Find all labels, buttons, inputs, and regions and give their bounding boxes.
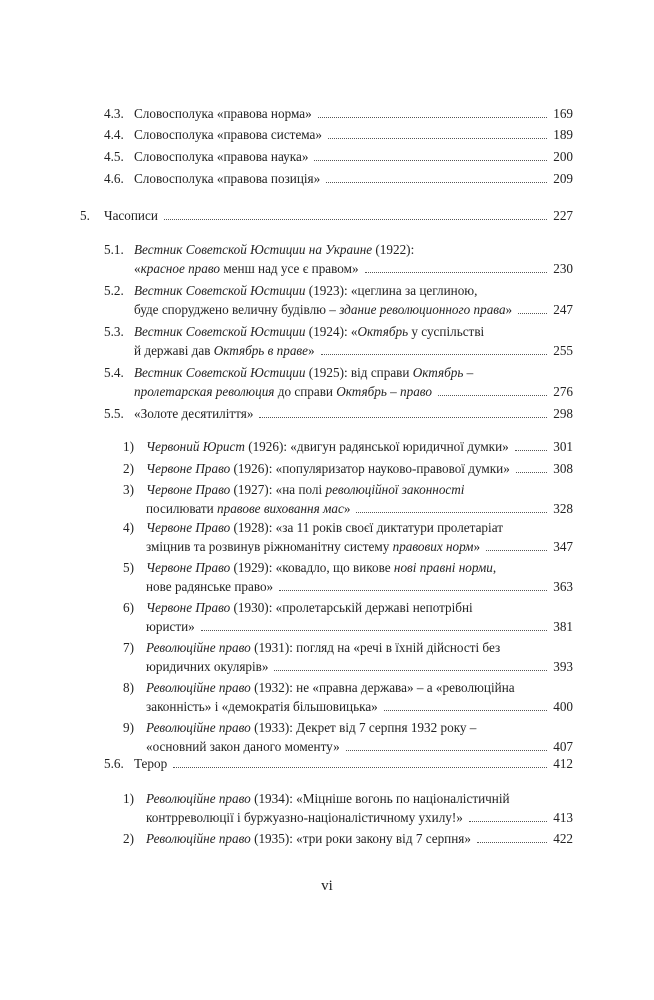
entry-text: юристи»	[146, 619, 195, 634]
page-ref: 230	[553, 261, 573, 276]
entry-number: 4.6.	[104, 171, 124, 186]
entry-title-italic: Червоне Право	[146, 560, 231, 575]
entry-title	[134, 404, 253, 423]
entry-text: до справи	[274, 384, 337, 399]
entry-number: 5.6.	[104, 756, 124, 771]
entry-text: »	[308, 343, 315, 358]
dot-leader	[279, 590, 547, 591]
toc-entry[interactable]	[104, 147, 573, 166]
toc-entry[interactable]	[123, 518, 573, 556]
entry-title-italic: Революційне право	[146, 680, 251, 695]
entry-text: буде споруджено величну будівлю –	[134, 302, 340, 317]
page-ref: 308	[553, 461, 573, 476]
toc-entry[interactable]	[123, 437, 573, 456]
page-number: vi	[321, 878, 333, 894]
entry-text: »	[505, 302, 513, 317]
entry-text: й державі дав	[134, 343, 214, 358]
entry-title	[134, 147, 308, 166]
entry-number: 3)	[123, 482, 134, 497]
entry-text: (1922):	[372, 242, 415, 257]
entry-text: «Золоте десятиліття»	[134, 406, 254, 421]
dot-leader	[477, 842, 547, 843]
entry-text: Терор	[134, 756, 168, 771]
toc-entry[interactable]	[104, 363, 573, 401]
dot-leader	[356, 512, 547, 513]
entry-title-italic: Червоне Право	[146, 482, 231, 497]
toc-entry[interactable]	[123, 459, 573, 478]
entry-title-continued	[146, 697, 378, 716]
page-ref: 255	[553, 343, 573, 358]
page-ref: 227	[553, 208, 573, 223]
entry-title-italic: пролетарская революция	[134, 384, 275, 399]
dot-leader	[321, 354, 548, 355]
dot-leader	[516, 472, 547, 473]
entry-title-continued	[134, 300, 512, 319]
page-ref: 301	[553, 439, 573, 454]
entry-title-continued	[146, 808, 463, 827]
entry-number: 5.	[80, 208, 90, 223]
entry-text: »	[343, 501, 351, 516]
entry-number: 4.4.	[104, 127, 124, 142]
dot-leader	[486, 550, 547, 551]
entry-text: Словосполука «правова норма»	[134, 106, 312, 121]
entry-number: 4.3.	[104, 106, 124, 121]
entry-title-continued	[134, 382, 432, 401]
toc-entry[interactable]	[104, 754, 573, 773]
entry-text: (1934): «Міцніше вогонь по націоналістичній	[250, 791, 510, 806]
toc-entry[interactable]	[123, 829, 573, 848]
entry-title-italic: Вестник Советской Юстиции на Украине	[134, 242, 373, 257]
page-ref: 393	[553, 659, 573, 674]
dot-leader	[365, 272, 548, 273]
entry-title-italic: Революційне право	[146, 720, 251, 735]
toc-entry[interactable]	[123, 598, 573, 636]
dot-leader	[201, 630, 547, 631]
entry-title-italic: Червоне Право	[146, 520, 231, 535]
entry-title	[146, 558, 496, 577]
entry-title-continued	[146, 617, 195, 636]
entry-number: 4)	[123, 520, 134, 535]
toc-entry[interactable]	[123, 638, 573, 676]
dot-leader	[274, 670, 547, 671]
entry-number: 2)	[123, 831, 134, 846]
entry-title-italic: Октябрь в праве	[213, 343, 308, 358]
entry-text: (1926): «популяризатор науково-правової думки»	[230, 461, 510, 476]
entry-title	[146, 718, 476, 737]
entry-text: (1932): не «правна держава» – а «революційна	[250, 680, 515, 695]
entry-number: 9)	[123, 720, 134, 735]
toc-entry[interactable]	[123, 558, 573, 596]
dot-leader	[314, 160, 547, 161]
page-ref: 363	[553, 579, 573, 594]
entry-text: (1933): Декрет від 7 серпня 1932 року –	[250, 720, 477, 735]
entry-number: 5.1.	[104, 242, 124, 257]
entry-text: юридичних окулярів»	[146, 659, 269, 674]
toc-entry[interactable]	[123, 480, 573, 518]
entry-title-italic: Революційне право	[146, 831, 251, 846]
toc-entry[interactable]	[104, 240, 573, 278]
entry-title-continued	[146, 499, 350, 518]
page-ref: 422	[553, 831, 573, 846]
entry-title	[134, 104, 312, 123]
entry-number: 2)	[123, 461, 134, 476]
entry-text: »	[473, 539, 481, 554]
entry-title-continued	[134, 341, 315, 360]
dot-leader	[259, 417, 547, 418]
page-ref: 328	[553, 501, 573, 516]
page-ref: 381	[553, 619, 573, 634]
page-ref: 298	[553, 406, 573, 421]
entry-title	[146, 480, 464, 499]
entry-title-continued	[146, 657, 268, 676]
entry-text: законність» і «демократія більшовицька»	[146, 699, 378, 714]
entry-number: 5.3.	[104, 324, 124, 339]
dot-leader	[518, 313, 547, 314]
dot-leader	[384, 710, 547, 711]
entry-title-italic: Вестник Советской Юстиции	[134, 283, 306, 298]
entry-title	[146, 437, 509, 456]
toc-entry[interactable]	[123, 678, 573, 716]
dot-leader	[328, 138, 547, 139]
toc-entry[interactable]	[104, 281, 573, 319]
entry-title	[134, 125, 322, 144]
entry-text: (1930): «пролетарській державі непотрібні	[230, 600, 473, 615]
entry-title	[134, 281, 477, 300]
entry-title-italic: нові правні норми	[393, 560, 493, 575]
toc-entry[interactable]	[123, 789, 573, 827]
entry-title-italic: правових норм	[392, 539, 474, 554]
entry-title	[134, 240, 414, 259]
entry-title	[146, 518, 503, 537]
entry-text: ,	[492, 560, 497, 575]
toc-entry[interactable]	[123, 718, 573, 756]
entry-text: (1929): «ковадло, що викове	[230, 560, 394, 575]
dot-leader	[346, 750, 548, 751]
entry-title-italic: правове виховання мас	[217, 501, 344, 516]
dot-leader	[318, 117, 548, 118]
entry-number: 4.5.	[104, 149, 124, 164]
entry-text: зміцнив та розвинув ріжноманітну систему	[146, 539, 393, 554]
entry-title	[146, 789, 510, 808]
entry-text: (1931): погляд на «речі в їхній дійсності без	[250, 640, 501, 655]
page-ref: 400	[553, 699, 573, 714]
entry-text: (1926): «двигун радянської юридичної думки»	[244, 439, 509, 454]
entry-text: Словосполука «правова система»	[134, 127, 323, 142]
entry-text: у суспільстві	[408, 324, 485, 339]
dot-leader	[164, 219, 547, 220]
entry-number: 8)	[123, 680, 134, 695]
entry-title-italic: Червоний Юрист	[146, 439, 245, 454]
entry-title	[104, 206, 158, 225]
entry-title-continued	[134, 259, 359, 278]
entry-text: нове радянське право»	[146, 579, 274, 594]
page-ref: 413	[553, 810, 573, 825]
dot-leader	[438, 395, 547, 396]
entry-text: (1923): «цеглина за цеглиною,	[305, 283, 478, 298]
entry-text: (1935): «три роки закону від 7 серпня»	[250, 831, 471, 846]
entry-text: Часописи	[104, 208, 158, 223]
toc-entry[interactable]	[104, 125, 573, 144]
entry-number: 1)	[123, 439, 134, 454]
entry-title-italic: Октябрь	[357, 324, 409, 339]
entry-text: посилювати	[146, 501, 218, 516]
dot-leader	[326, 182, 547, 183]
entry-text: (1928): «за 11 років своєї диктатури пролетаріат	[230, 520, 503, 535]
entry-title-continued	[146, 537, 480, 556]
page-ref: 189	[553, 127, 573, 142]
entry-title	[134, 322, 484, 341]
entry-title	[146, 829, 471, 848]
entry-text: менш над усе є правом»	[220, 261, 359, 276]
dot-leader	[173, 767, 547, 768]
entry-number: 5.2.	[104, 283, 124, 298]
entry-title-italic: красное право	[140, 261, 221, 276]
dot-leader	[469, 821, 547, 822]
page-ref: 347	[553, 539, 573, 554]
entry-title	[146, 459, 510, 478]
entry-title-italic: Октябрь – право	[336, 384, 432, 399]
toc-entry[interactable]	[104, 322, 573, 360]
page-ref: 247	[553, 302, 573, 317]
entry-title	[146, 638, 500, 657]
page-ref: 209	[553, 171, 573, 186]
page-ref: 276	[553, 384, 573, 399]
page-ref: 412	[553, 756, 573, 771]
entry-title	[146, 598, 473, 617]
entry-title-italic: Революційне право	[146, 791, 251, 806]
entry-text: (1924): «	[305, 324, 358, 339]
toc-entry[interactable]	[104, 404, 573, 423]
entry-number: 6)	[123, 600, 134, 615]
entry-title-italic: Октябрь	[412, 365, 464, 380]
entry-title-italic: здание революционного права	[339, 302, 506, 317]
entry-text: (1927): «на полі	[230, 482, 326, 497]
entry-text: Словосполука «правова наука»	[134, 149, 309, 164]
toc-entry[interactable]	[80, 206, 573, 225]
entry-number: 7)	[123, 640, 134, 655]
toc-entry[interactable]	[104, 169, 573, 188]
entry-title-italic: Червоне Право	[146, 600, 231, 615]
entry-title-italic: Вестник Советской Юстиции	[134, 365, 306, 380]
entry-text: Словосполука «правова позиція»	[134, 171, 321, 186]
page-ref: 200	[553, 149, 573, 164]
entry-number: 1)	[123, 791, 134, 806]
page-ref: 407	[553, 739, 573, 754]
page-ref: 169	[553, 106, 573, 121]
entry-title-continued	[146, 577, 273, 596]
entry-text: «основний закон даного моменту»	[146, 739, 340, 754]
entry-title	[134, 363, 473, 382]
dot-leader	[515, 450, 547, 451]
entry-title	[134, 169, 320, 188]
entry-number: 5)	[123, 560, 134, 575]
entry-title-italic: Червоне Право	[146, 461, 231, 476]
toc-entry[interactable]	[104, 104, 573, 123]
entry-text: –	[463, 365, 474, 380]
entry-text: (1925): від справи	[305, 365, 413, 380]
entry-title-italic: Вестник Советской Юстиции	[134, 324, 306, 339]
entry-title-italic: революційної законності	[325, 482, 465, 497]
entry-title-italic: Революційне право	[146, 640, 251, 655]
entry-text: «	[134, 261, 141, 276]
entry-text: контрреволюції і буржуазно-націоналістичному ухилу!»	[146, 810, 463, 825]
entry-number: 5.4.	[104, 365, 124, 380]
entry-number: 5.5.	[104, 406, 124, 421]
entry-title	[146, 678, 515, 697]
entry-title	[134, 754, 167, 773]
